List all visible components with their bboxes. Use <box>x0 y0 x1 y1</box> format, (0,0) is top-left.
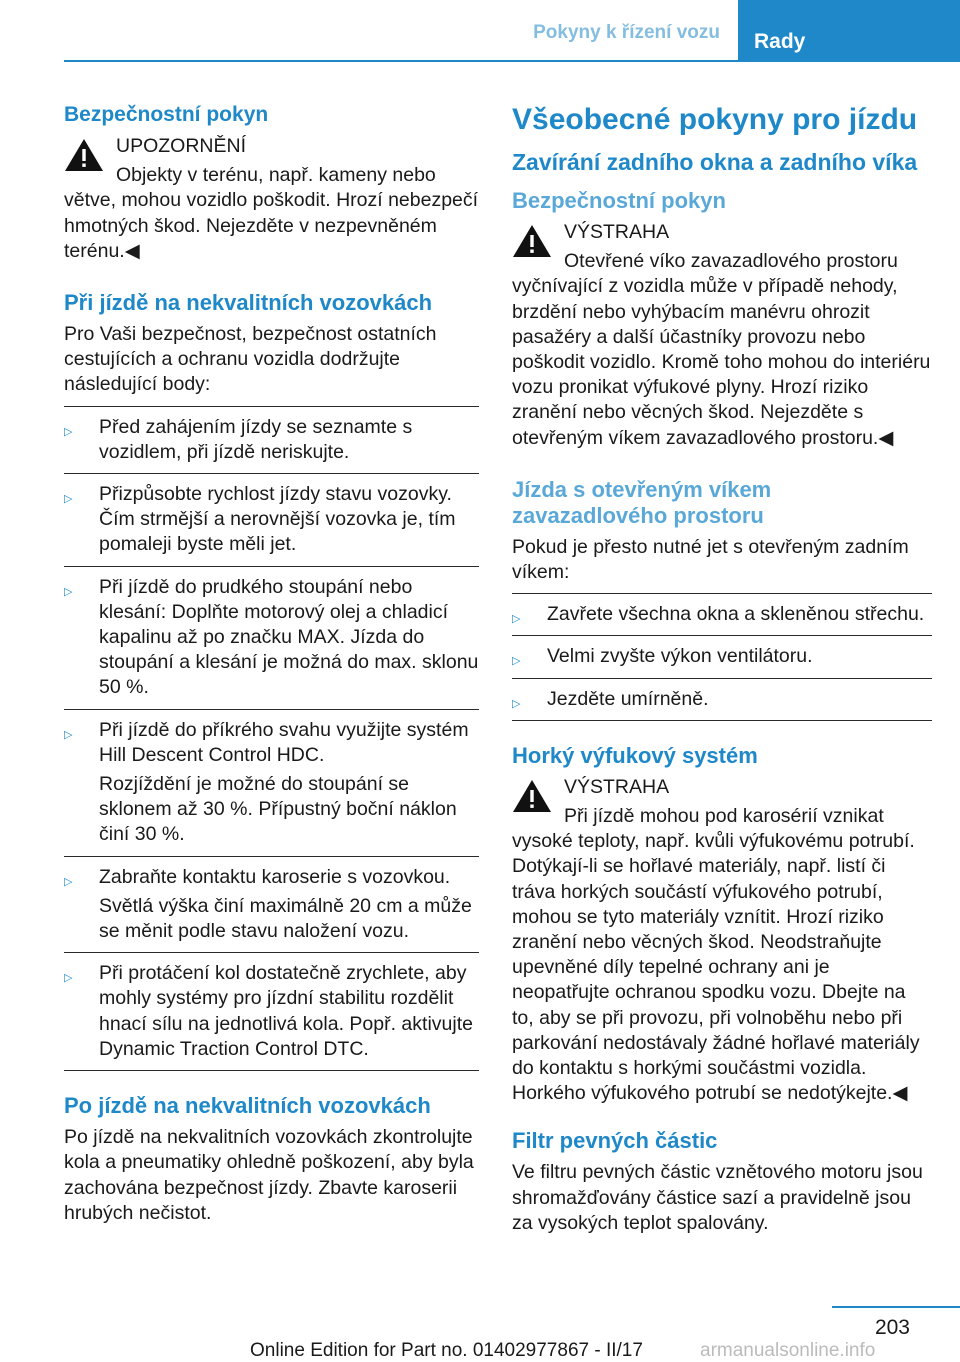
triangle-bullet-icon: ▷ <box>64 728 73 741</box>
list-item-text: Při jízdě do příkrého svahu využijte systém Hill Descent Control HDC. <box>99 718 469 766</box>
edition-note: Online Edition for Part no. 01402977867 - II/17 <box>250 1340 643 1361</box>
header-chapter-tab <box>738 0 960 60</box>
warning-text: Otevřené víko zavazadlového prostoru vyčnívající z vozidla může v případě nehody, brzdění nebo vyhýbacím manévru ohrozit pasažéry a další účastníky provozu nebo poškodit vozidlo. Kromě toho mohou do interiéru vozu pronikat výfukové plyny. Hrozí riziko zranění nebo věcných škod. Nejezděte s otevřeným víkem zavazadlového prostoru.◀ <box>512 250 931 449</box>
warning-triangle-icon <box>64 138 104 172</box>
list-item-text: Před zahájením jízdy se seznamte s vozidlem, při jízdě neriskujte. <box>99 415 413 463</box>
filter-heading: Filtr pevných částic <box>512 1128 718 1154</box>
warning-triangle-icon <box>512 779 552 813</box>
after-rough-road-heading: Po jízdě na nekvalitních vozovkách <box>64 1093 431 1119</box>
list-item <box>64 952 479 1070</box>
page-footer <box>0 1300 960 1362</box>
list-item <box>512 635 932 677</box>
rough-road-heading: Při jízdě na nekvalitních vozovkách <box>64 290 433 316</box>
triangle-bullet-icon: ▷ <box>64 875 73 888</box>
triangle-bullet-icon: ▷ <box>512 613 521 626</box>
section-heading: Zavírání zadního okna a zadního víka <box>512 149 918 175</box>
open-lid-list <box>512 593 932 721</box>
warning-text: Objekty v terénu, např. kameny nebo větve, mohou vozidlo poškodit. Hrozí nebezpečí hmotných škod. Nejezděte v nezpevněném terénu.◀ <box>64 164 479 262</box>
triangle-bullet-icon: ▷ <box>64 493 73 506</box>
safety-heading: Bezpečnostní pokyn <box>64 103 269 126</box>
page-number: 203 <box>874 1316 910 1339</box>
triangle-bullet-icon: ▷ <box>64 972 73 985</box>
list-item-text: Přizpůsobte rychlost jízdy stavu vozovky. Čím strmější a nerovnější vozovka je, tím pomaleji byste měli jet. <box>99 483 456 556</box>
exhaust-heading: Horký výfukový systém <box>512 742 758 768</box>
list-item-text: Zabraňte kontaktu karoserie s vozovkou. <box>99 865 451 888</box>
list-item-text: Jezděte umírněně. <box>547 687 709 710</box>
list-item <box>512 594 932 635</box>
warning-block <box>512 775 932 1107</box>
list-item-note: Světlá výška činí maximálně 20 cm a může se měnit podle stavu naložení vozu. <box>99 894 472 943</box>
triangle-bullet-icon: ▷ <box>512 697 521 710</box>
warning-label: VÝSTRAHA <box>564 221 670 243</box>
warning-text: Při jízdě mohou pod karosérií vznikat vysoké teploty, např. kvůli výfukovému potrubí. Dotýkají-li se hořlavé materiály, např. listí či tráva horkých součástí výfukového potrubí, mohou se tyto materiály vznítit. Hrozí riziko zranění nebo věcných škod. Neodstraňujte upevněné díly tepelné ochrany ani je neopatřujte ochranou spodku vozu. Dbejte na to, aby se při provozu, při volnoběhu nebo při parkování nedostávaly žádné hořlavé materiály do kontaktu s horkými součástmi vozidla. Horkého výfukového potrubí se nedotýkejte.◀ <box>512 805 920 1105</box>
warning-block <box>512 220 932 451</box>
page-title: Všeobecné pokyny pro jízdu <box>512 103 918 136</box>
rough-road-list <box>64 406 479 1071</box>
warning-label: VÝSTRAHA <box>564 775 670 798</box>
rough-road-intro: Pro Vaši bezpečnost, bezpečnost ostatních cestujících a ochranu vozidla dodržujte následující body: <box>64 323 437 396</box>
header-rule <box>64 60 960 62</box>
list-item <box>512 678 932 720</box>
triangle-bullet-icon: ▷ <box>64 585 73 598</box>
after-rough-road-text: Po jízdě na nekvalitních vozovkách zkontrolujte kola a pneumatiky ohledně poškození, aby byla zachována bezpečnost jízdy. Zbavte karoserii hrubých nečistot. <box>64 1126 474 1224</box>
list-item-text: Velmi zvyšte výkon ventilátoru. <box>547 645 813 668</box>
list-item <box>64 566 479 709</box>
filter-text: Ve filtru pevných částic vznětového motoru jsou shromažďovány částice sazí a pravidelně jsou za vysokých teplot spalovány. <box>512 1161 923 1234</box>
triangle-bullet-icon: ▷ <box>64 425 73 438</box>
list-item <box>64 407 479 473</box>
list-item <box>64 709 479 856</box>
header-tab-label: Rady <box>754 30 806 53</box>
left-column <box>64 102 479 1226</box>
list-item-note: Rozjíždění je možné do stoupání se sklonem až 30 %. Přípustný boční náklon činí 30 %. <box>99 773 457 846</box>
warning-block <box>64 134 479 264</box>
open-lid-intro: Pokud je přesto nutné jet s otevřeným zadním víkem: <box>512 535 909 584</box>
watermark: armanualsonline.info <box>700 1340 876 1361</box>
triangle-bullet-icon: ▷ <box>512 655 521 668</box>
page-header <box>0 0 960 62</box>
open-lid-heading: Jízda s otevřeným víkem zavazadlového prostoru <box>512 476 772 528</box>
warning-label: UPOZORNĚNÍ <box>116 135 247 157</box>
list-item-text: Při protáčení kol dostatečně zrychlete, aby mohly systémy pro jízdní stabilitu rozdělit hnací sílu na jednotlivá kola. Popř. aktivujte Dynamic Traction Control DTC. <box>99 962 473 1060</box>
list-item-text: Při jízdě do prudkého stoupání nebo klesání: Doplňte motorový olej a chladicí kapalinu až po značku MAX. Jízda do stoupání a klesání je možná do max. sklonu 50 %. <box>99 575 479 699</box>
warning-triangle-icon <box>512 224 552 258</box>
list-item <box>64 473 479 566</box>
right-column <box>512 102 932 1236</box>
header-section-title: Pokyny k řízení vozu <box>533 22 720 43</box>
list-item-text: Zavřete všechna okna a skleněnou střechu. <box>547 603 925 626</box>
list-item <box>64 856 479 953</box>
footer-rule <box>832 1306 960 1308</box>
safety-heading: Bezpečnostní pokyn <box>512 188 726 213</box>
